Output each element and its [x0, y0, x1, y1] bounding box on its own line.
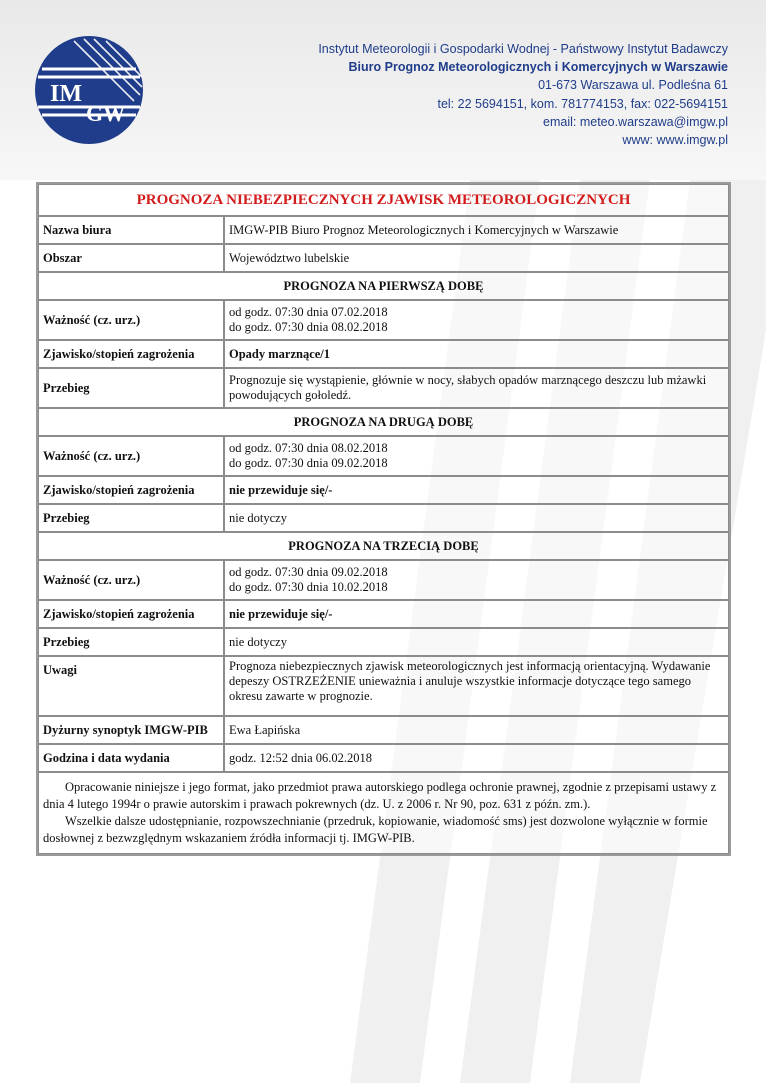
day1-phenomenon-label: Zjawisko/stopień zagrożenia	[38, 340, 224, 368]
day3-phenomenon-label: Zjawisko/stopień zagrożenia	[38, 600, 224, 628]
day3-validity-label: Ważność (cz. urz.)	[38, 560, 224, 600]
day3-phenomenon-value: nie przewiduje się/-	[224, 600, 729, 628]
document-title: PROGNOZA NIEBEZPIECZNYCH ZJAWISK METEOROLOGICZNYCH	[38, 184, 729, 216]
day2-validity-value	[224, 436, 729, 476]
day2-course-label: Przebieg	[38, 504, 224, 532]
day1-course-label: Przebieg	[38, 368, 224, 408]
svg-text:IM: IM	[50, 81, 82, 107]
day1-validity-value	[224, 300, 729, 340]
day1-validity-label: Ważność (cz. urz.)	[38, 300, 224, 340]
day1-course-value: Prognozuje się wystąpienie, głównie w nocy, słabych opadów marznącego deszczu lub mżawki powodujących gołoledź.	[224, 368, 729, 408]
day2-validity-label: Ważność (cz. urz.)	[38, 436, 224, 476]
institution-email[interactable]: email: meteo.warszawa@imgw.pl	[543, 114, 728, 129]
issued-value: godz. 12:52 dnia 06.02.2018	[224, 744, 729, 772]
day2-validity-from: od godz. 07:30 dnia 08.02.2018	[229, 441, 388, 455]
day2-course-value: nie dotyczy	[224, 504, 729, 532]
institution-info	[318, 40, 728, 149]
office-label: Nazwa biura	[38, 216, 224, 244]
institution-address: 01-673 Warszawa ul. Podleśna 61	[538, 78, 728, 93]
day2-validity-to: do godz. 07:30 dnia 09.02.2018	[229, 456, 388, 470]
day2-phenomenon-label: Zjawisko/stopień zagrożenia	[38, 476, 224, 504]
svg-text:GW: GW	[86, 101, 126, 126]
institution-name: Instytut Meteorologii i Gospodarki Wodnej - Państwowy Instytut Badawczy	[318, 42, 728, 56]
remarks-value: Prognoza niebezpiecznych zjawisk meteorologicznych jest informacją orientacyjną. Wydawanie depeszy OSTRZEŻENIE unieważnia i anuluje wszystkie informacje dotyczące tego samego okresu zawarte w prognozie.	[224, 656, 729, 716]
day1-validity-to: do godz. 07:30 dnia 08.02.2018	[229, 320, 388, 334]
copyright-paragraph: Opracowanie niniejsze i jego format, jako przedmiot prawa autorskiego podlega ochronie prawnej, zgodnie z przepisami ustawy z dnia 4 lutego 1994r o prawie autorskim i prawach pokrewnych (dz. U. z 2006 r. Nr 90, poz. 631 z późn. zm.).	[43, 780, 717, 811]
day3-heading: PROGNOZA NA TRZECIĄ DOBĘ	[38, 532, 729, 560]
office-name: Biuro Prognoz Meteorologicznych i Komercyjnych w Warszawie	[348, 60, 728, 75]
copyright-notice	[38, 772, 729, 854]
forecast-table	[36, 182, 731, 856]
day3-validity-to: do godz. 07:30 dnia 10.02.2018	[229, 580, 388, 594]
day3-course-label: Przebieg	[38, 628, 224, 656]
issued-label: Godzina i data wydania	[38, 744, 224, 772]
day3-validity-from: od godz. 07:30 dnia 09.02.2018	[229, 565, 388, 579]
duty-forecaster-value: Ewa Łapińska	[224, 716, 729, 744]
office-value: IMGW-PIB Biuro Prognoz Meteorologicznych i Komercyjnych w Warszawie	[224, 216, 729, 244]
day3-validity-value	[224, 560, 729, 600]
day1-phenomenon-value: Opady marznące/1	[224, 340, 729, 368]
institution-phone: tel: 22 5694151, kom. 781774153, fax: 022-5694151	[437, 96, 728, 111]
remarks-label: Uwagi	[38, 656, 224, 716]
distribution-paragraph: Wszelkie dalsze udostępnianie, rozpowszechnianie (przedruk, kopiowanie, wiadomość sms) jest dozwolone wyłącznie w formie dosłownej z bezwzględnym wskazaniem źródła informacji tj. IMGW-PIB.	[43, 814, 708, 845]
day3-course-value: nie dotyczy	[224, 628, 729, 656]
day2-heading: PROGNOZA NA DRUGĄ DOBĘ	[38, 408, 729, 436]
institution-www[interactable]: www: www.imgw.pl	[622, 133, 728, 148]
imgw-logo	[34, 35, 144, 145]
day1-validity-from: od godz. 07:30 dnia 07.02.2018	[229, 305, 388, 319]
duty-forecaster-label: Dyżurny synoptyk IMGW-PIB	[38, 716, 224, 744]
area-value: Województwo lubelskie	[224, 244, 729, 272]
area-label: Obszar	[38, 244, 224, 272]
day1-heading: PROGNOZA NA PIERWSZĄ DOBĘ	[38, 272, 729, 300]
day2-phenomenon-value: nie przewiduje się/-	[224, 476, 729, 504]
